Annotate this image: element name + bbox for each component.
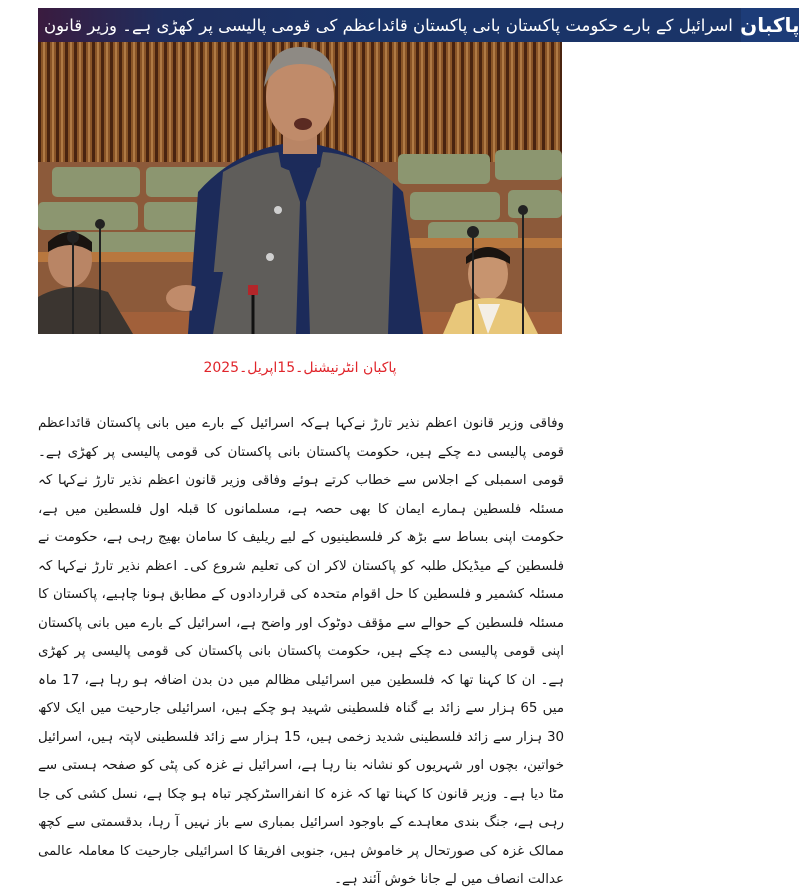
header-banner <box>38 8 800 42</box>
headline-text: اسرائیل کے بارے حکومت پاکستان بانی پاکستان قائداعظم کی قومی پالیسی پر کھڑی ہے۔ وزیر قانون <box>44 15 733 35</box>
brand-name: پاکبان <box>740 13 800 37</box>
photo-image-icon <box>38 42 562 334</box>
dateline-text: پاکبان انٹرنیشنل۔15اپریل۔2025 <box>203 360 397 376</box>
article-paragraph: وفاقی وزیر قانون اعظم نذیر تارڑ نےکہا ہےکہ اسرائیل کے بارے میں بانی پاکستان قائداعظم قومی پالیسی دے چکے ہیں، حکومت پاکستان بانی پاکستان کی قومی پالیسی پر کھڑی ہے۔ قومی اسمبلی کے اجلاس سے خطاب کرتے ہوئے وفاقی وزیر قانون اعظم نذیر تارڑ نےکہا کہ مسئلہ فلسطین ہمارے ایمان کا بھی حصہ ہے، مسلمانوں کا قبلہ اول فلسطین میں ہے، حکومت اپنی بساط سے بڑھ کر فلسطینیوں کے لیے ریلیف کا سامان بھیج رہی ہے، حکومت نے فلسطین کے میڈیکل طلبہ کو پاکستان لاکر ان کی تعلیم شروع کی۔ اعظم نذیر تارڑ نےکہا کہ مسئلہ کشمیر و فلسطین کا حل اقوام متحدہ کی قراردادوں کے مطابق ہونا چاہیے، پاکستان کا مسئلہ فلسطین کے حوالے سے مؤقف دوٹوک اور واضح ہے، اسرائیل کے بارے میں بانی پاکستان اپنی قومی پالیسی دے چکے ہیں، حکومت پاکستان بانی پاکستان کی قومی پالیسی پر کھڑی ہے۔ ان کا کہنا تھا کہ فلسطین میں اسرائیلی مظالم میں دن بدن اضافہ ہو رہا ہے، 17 ماہ میں 65 ہزار سے زائد بے گناہ فلسطینی شہید ہو چکے ہیں، اسرائیلی جارحیت میں ایک لاکھ 30 ہزار سے زائد فلسطینی شدید زخمی ہیں، 15 ہزار سے زائد فلسطینی لاپتہ ہیں، اسرائیل خواتین، بچوں اور شہریوں کو نشانہ بنا رہا ہے، اسرائیل نے غزہ کی پٹی کو صفحہ ہستی سے مٹا دیا ہے۔ وزیر قانون کا کہنا تھا کہ غزہ کا انفرااسٹرکچر تباہ ہو چکا ہے، نسل کشی کی جا رہی ہے، جنگ بندی معاہدے کے باوجود اسرائیل بمباری سے باز نہیں آ رہا، بدقسمتی سے کچھ ممالک غزہ کی صورتحال پر خاموش ہیں، جنوبی افریقا کا اسرائیلی جارحیت کا معاملہ عالمی عدالت انصاف میں لے جانا خوش آئند ہے۔ <box>38 416 565 887</box>
headline-bar <box>38 8 741 42</box>
news-photo <box>38 42 562 334</box>
dateline-caption <box>0 360 600 376</box>
brand-logo <box>741 8 799 42</box>
article-body <box>38 410 564 895</box>
